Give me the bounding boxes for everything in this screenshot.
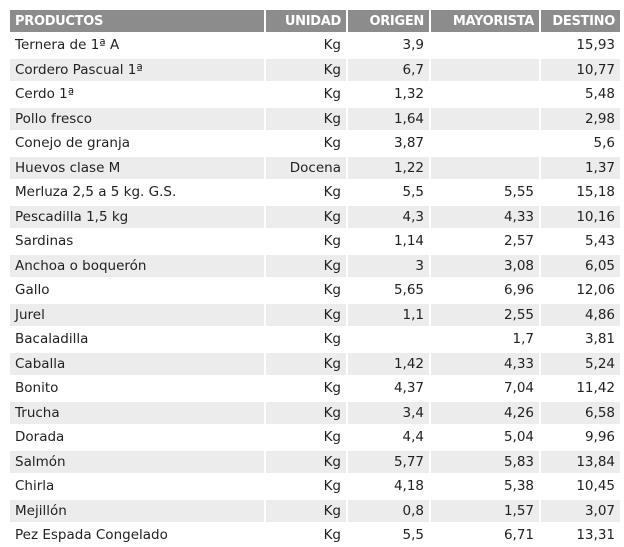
cell-origen: 5,5 bbox=[347, 523, 430, 547]
header-row bbox=[10, 10, 620, 33]
cell-unidad: Kg bbox=[265, 278, 347, 303]
cell-unidad: Kg bbox=[265, 82, 347, 107]
cell-destino: 6,58 bbox=[540, 401, 620, 426]
cell-mayorista: 6,71 bbox=[430, 523, 540, 547]
cell-mayorista: 3,08 bbox=[430, 254, 540, 279]
cell-producto: Anchoa o boquerón bbox=[10, 254, 265, 279]
cell-unidad: Kg bbox=[265, 523, 347, 547]
header-productos: PRODUCTOS bbox=[10, 10, 265, 33]
cell-destino: 4,86 bbox=[540, 303, 620, 328]
cell-destino: 10,77 bbox=[540, 58, 620, 83]
table-row bbox=[10, 107, 620, 132]
cell-origen: 4,18 bbox=[347, 474, 430, 499]
cell-producto: Sardinas bbox=[10, 229, 265, 254]
cell-producto: Huevos clase M bbox=[10, 156, 265, 181]
cell-unidad: Kg bbox=[265, 107, 347, 132]
cell-unidad: Kg bbox=[265, 58, 347, 83]
cell-destino: 5,24 bbox=[540, 352, 620, 377]
cell-producto: Trucha bbox=[10, 401, 265, 426]
table-row bbox=[10, 254, 620, 279]
cell-producto: Chirla bbox=[10, 474, 265, 499]
cell-mayorista: 1,57 bbox=[430, 499, 540, 524]
table-row bbox=[10, 376, 620, 401]
cell-destino: 12,06 bbox=[540, 278, 620, 303]
cell-origen: 1,42 bbox=[347, 352, 430, 377]
cell-producto: Cordero Pascual 1ª bbox=[10, 58, 265, 83]
cell-unidad: Kg bbox=[265, 229, 347, 254]
cell-origen: 0,8 bbox=[347, 499, 430, 524]
cell-producto: Pescadilla 1,5 kg bbox=[10, 205, 265, 230]
price-table-container bbox=[10, 10, 620, 547]
cell-destino: 6,05 bbox=[540, 254, 620, 279]
table-row bbox=[10, 156, 620, 181]
cell-producto: Salmón bbox=[10, 450, 265, 475]
table-row bbox=[10, 229, 620, 254]
cell-origen: 1,14 bbox=[347, 229, 430, 254]
table-row bbox=[10, 33, 620, 58]
cell-mayorista: 2,57 bbox=[430, 229, 540, 254]
cell-unidad: Kg bbox=[265, 474, 347, 499]
cell-mayorista: 6,96 bbox=[430, 278, 540, 303]
table-row bbox=[10, 352, 620, 377]
cell-mayorista: 1,7 bbox=[430, 327, 540, 352]
cell-unidad: Docena bbox=[265, 156, 347, 181]
cell-mayorista bbox=[430, 107, 540, 132]
header-destino: DESTINO bbox=[540, 10, 620, 33]
cell-mayorista: 2,55 bbox=[430, 303, 540, 328]
table-row bbox=[10, 303, 620, 328]
cell-origen: 1,1 bbox=[347, 303, 430, 328]
cell-origen: 3,4 bbox=[347, 401, 430, 426]
cell-origen: 6,7 bbox=[347, 58, 430, 83]
cell-producto: Merluza 2,5 a 5 kg. G.S. bbox=[10, 180, 265, 205]
cell-mayorista bbox=[430, 58, 540, 83]
table-row bbox=[10, 327, 620, 352]
cell-producto: Pollo fresco bbox=[10, 107, 265, 132]
cell-destino: 5,6 bbox=[540, 131, 620, 156]
cell-origen: 5,77 bbox=[347, 450, 430, 475]
table-row bbox=[10, 58, 620, 83]
cell-destino: 13,84 bbox=[540, 450, 620, 475]
cell-producto: Dorada bbox=[10, 425, 265, 450]
cell-unidad: Kg bbox=[265, 327, 347, 352]
cell-origen: 5,5 bbox=[347, 180, 430, 205]
cell-destino: 9,96 bbox=[540, 425, 620, 450]
cell-destino: 11,42 bbox=[540, 376, 620, 401]
cell-mayorista: 4,33 bbox=[430, 205, 540, 230]
header-unidad: UNIDAD bbox=[265, 10, 347, 33]
table-body bbox=[10, 33, 620, 547]
cell-mayorista: 5,55 bbox=[430, 180, 540, 205]
table-row bbox=[10, 131, 620, 156]
cell-unidad: Kg bbox=[265, 499, 347, 524]
table-row bbox=[10, 278, 620, 303]
price-table bbox=[10, 10, 620, 547]
cell-destino: 3,07 bbox=[540, 499, 620, 524]
cell-origen: 4,4 bbox=[347, 425, 430, 450]
cell-destino: 15,18 bbox=[540, 180, 620, 205]
cell-mayorista: 5,38 bbox=[430, 474, 540, 499]
cell-origen: 1,64 bbox=[347, 107, 430, 132]
table-row bbox=[10, 499, 620, 524]
table-row bbox=[10, 523, 620, 547]
cell-producto: Cerdo 1ª bbox=[10, 82, 265, 107]
cell-unidad: Kg bbox=[265, 33, 347, 58]
cell-unidad: Kg bbox=[265, 450, 347, 475]
cell-origen: 3,9 bbox=[347, 33, 430, 58]
cell-unidad: Kg bbox=[265, 303, 347, 328]
cell-producto: Caballa bbox=[10, 352, 265, 377]
cell-mayorista: 5,83 bbox=[430, 450, 540, 475]
cell-unidad: Kg bbox=[265, 205, 347, 230]
cell-destino: 3,81 bbox=[540, 327, 620, 352]
table-row bbox=[10, 82, 620, 107]
cell-destino: 1,37 bbox=[540, 156, 620, 181]
cell-mayorista bbox=[430, 131, 540, 156]
cell-mayorista: 4,33 bbox=[430, 352, 540, 377]
cell-origen: 1,22 bbox=[347, 156, 430, 181]
cell-mayorista: 4,26 bbox=[430, 401, 540, 426]
header-origen: ORIGEN bbox=[347, 10, 430, 33]
table-row bbox=[10, 425, 620, 450]
cell-unidad: Kg bbox=[265, 376, 347, 401]
cell-origen: 3,87 bbox=[347, 131, 430, 156]
cell-origen: 3 bbox=[347, 254, 430, 279]
table-row bbox=[10, 205, 620, 230]
cell-origen: 5,65 bbox=[347, 278, 430, 303]
cell-unidad: Kg bbox=[265, 254, 347, 279]
cell-mayorista: 5,04 bbox=[430, 425, 540, 450]
cell-unidad: Kg bbox=[265, 131, 347, 156]
cell-destino: 5,48 bbox=[540, 82, 620, 107]
table-row bbox=[10, 180, 620, 205]
cell-producto: Ternera de 1ª A bbox=[10, 33, 265, 58]
cell-producto: Gallo bbox=[10, 278, 265, 303]
table-header bbox=[10, 10, 620, 33]
cell-unidad: Kg bbox=[265, 180, 347, 205]
cell-origen: 4,3 bbox=[347, 205, 430, 230]
cell-origen bbox=[347, 327, 430, 352]
cell-producto: Pez Espada Congelado bbox=[10, 523, 265, 547]
cell-mayorista: 7,04 bbox=[430, 376, 540, 401]
cell-producto: Conejo de granja bbox=[10, 131, 265, 156]
cell-producto: Bacaladilla bbox=[10, 327, 265, 352]
cell-destino: 10,45 bbox=[540, 474, 620, 499]
cell-mayorista bbox=[430, 33, 540, 58]
header-mayorista: MAYORISTA bbox=[430, 10, 540, 33]
cell-producto: Jurel bbox=[10, 303, 265, 328]
cell-mayorista bbox=[430, 82, 540, 107]
table-row bbox=[10, 450, 620, 475]
cell-producto: Mejillón bbox=[10, 499, 265, 524]
cell-destino: 2,98 bbox=[540, 107, 620, 132]
cell-unidad: Kg bbox=[265, 401, 347, 426]
cell-unidad: Kg bbox=[265, 425, 347, 450]
cell-destino: 10,16 bbox=[540, 205, 620, 230]
cell-unidad: Kg bbox=[265, 352, 347, 377]
cell-origen: 4,37 bbox=[347, 376, 430, 401]
cell-origen: 1,32 bbox=[347, 82, 430, 107]
cell-destino: 5,43 bbox=[540, 229, 620, 254]
cell-destino: 15,93 bbox=[540, 33, 620, 58]
table-row bbox=[10, 474, 620, 499]
cell-mayorista bbox=[430, 156, 540, 181]
cell-producto: Bonito bbox=[10, 376, 265, 401]
table-row bbox=[10, 401, 620, 426]
cell-destino: 13,31 bbox=[540, 523, 620, 547]
